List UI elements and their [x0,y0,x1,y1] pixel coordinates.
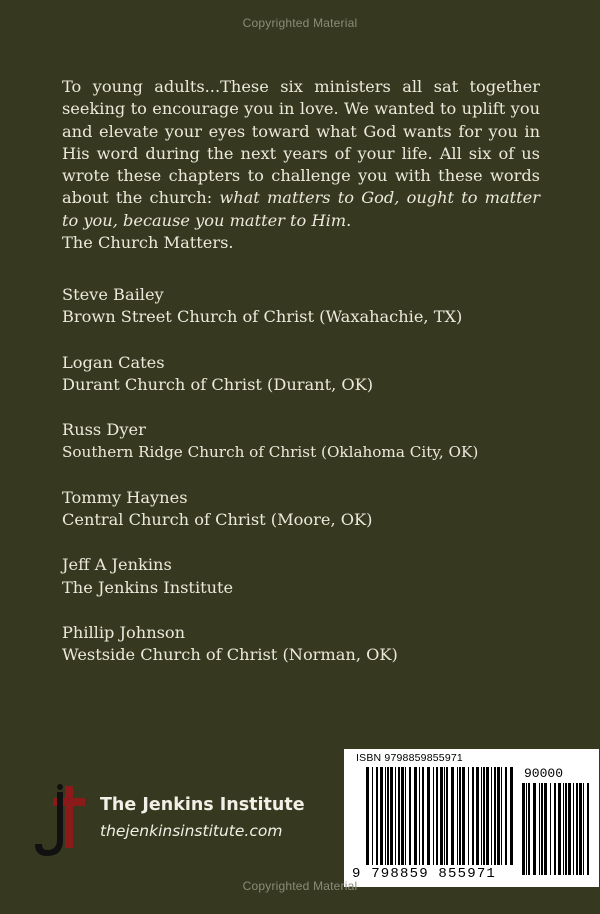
barcode-bar [533,783,536,875]
barcode-bar [550,783,551,875]
author-entry [62,554,542,599]
author-church: Central Church of Christ (Moore, OK) [62,510,373,530]
barcode-bar [476,767,479,865]
author-church: Southern Ridge Church of Christ (Oklahoma City, OK) [62,443,479,462]
logo-j-letter [35,792,63,856]
jenkins-cross-logo-icon [33,784,95,858]
barcode-bar [376,767,378,865]
barcode-bar [390,767,393,865]
barcode-bar [414,767,417,865]
barcode-bar [398,767,400,865]
barcode-bar [462,767,465,865]
barcode-bar [579,783,582,875]
barcode-bar [472,767,474,865]
author-church: Durant Church of Christ (Durant, OK) [62,374,374,394]
barcode-bar [372,767,373,865]
barcode-bar [554,783,556,875]
barcode-bar [395,767,396,865]
barcode-bar [573,783,574,875]
barcode-bar [405,767,406,865]
ean-digits: 9 798859 855971 [352,866,497,882]
barcode-bar [436,767,438,865]
isbn-barcode [344,749,599,887]
barcode-bar [366,767,369,865]
barcode-bar [494,767,496,865]
barcode-bar [481,767,482,865]
barcode-bar [433,767,434,865]
barcode-bar [409,767,411,865]
barcode-bar [539,783,540,875]
barcode-bar [528,783,530,875]
author-name: Phillip Johnson [62,622,186,642]
barcode-bar [563,783,564,875]
publisher-url: thejenkinsinstitute.com [100,822,283,840]
barcode-bar [491,767,492,865]
barcode-bar [444,767,445,865]
barcode-bar [541,783,543,875]
logo-j-dot [57,784,63,790]
barcode-bar [501,767,502,865]
logo-cross-vertical [65,786,73,848]
blurb-closing: The Church Matters. [62,233,234,253]
author-name: Logan Cates [62,352,165,372]
barcode-bar [457,767,458,865]
price-code: 90000 [524,766,564,781]
author-entry [62,284,542,329]
barcode-bar [440,767,443,865]
barcode-bar [446,767,448,865]
author-entry [62,352,542,397]
barcode-bar [451,767,454,865]
barcode-bar [565,783,567,875]
author-list [62,284,542,690]
barcode-bar [419,767,420,865]
barcode-bar [505,767,507,865]
author-name: Tommy Haynes [62,487,188,507]
barcode-bar [568,783,571,875]
blurb-period: . [346,210,352,230]
barcode-bar [387,767,389,865]
blurb-italic-quote: what matters to God, ought to matter to you, because you matter to Him [62,188,540,230]
publisher-name: The Jenkins Institute [100,795,305,815]
barcode-bar [522,783,525,875]
barcode-bar [468,767,469,865]
barcode-bar [576,783,578,875]
blurb-paragraph [62,76,540,232]
barcode-bar [558,783,561,875]
isbn-label: ISBN 9798859855971 [356,752,463,764]
back-cover-blurb [62,76,540,254]
barcode-bar [510,767,513,865]
author-name: Jeff A Jenkins [62,555,172,575]
barcode-bar [526,783,527,875]
watermark-bottom: Copyrighted Material [242,879,358,893]
barcode-bar [486,767,489,865]
author-name: Steve Bailey [62,285,164,304]
author-entry [62,419,542,464]
author-church: The Jenkins Institute [62,577,234,597]
watermark-top: Copyrighted Material [242,16,358,30]
author-church: Brown Street Church of Christ (Waxahachie, TX) [62,307,463,327]
author-name: Russ Dyer [62,420,146,440]
barcode-bar [587,783,589,875]
barcode-bar [497,767,500,865]
author-entry [62,487,542,532]
barcode-bar [583,783,584,875]
barcode-bar [483,767,485,865]
barcode-bar [427,767,430,865]
barcode-bar [422,767,424,865]
barcode-bar [385,767,386,865]
barcode-bar [401,767,404,865]
author-church: Westside Church of Christ (Norman, OK) [62,645,398,665]
barcode-bar [459,767,461,865]
barcode-bar [380,767,383,865]
author-entry [62,622,542,667]
blurb-intro-text: To young adults...These six ministers all sat together seeking to encourage you in love. We wanted to uplift you and elevate your eyes toward what God wants for you in His word during the next years of your life. All six of us wrote these chapters to challenge you with these words about the church: [62,77,540,208]
barcode-bar [544,783,547,875]
